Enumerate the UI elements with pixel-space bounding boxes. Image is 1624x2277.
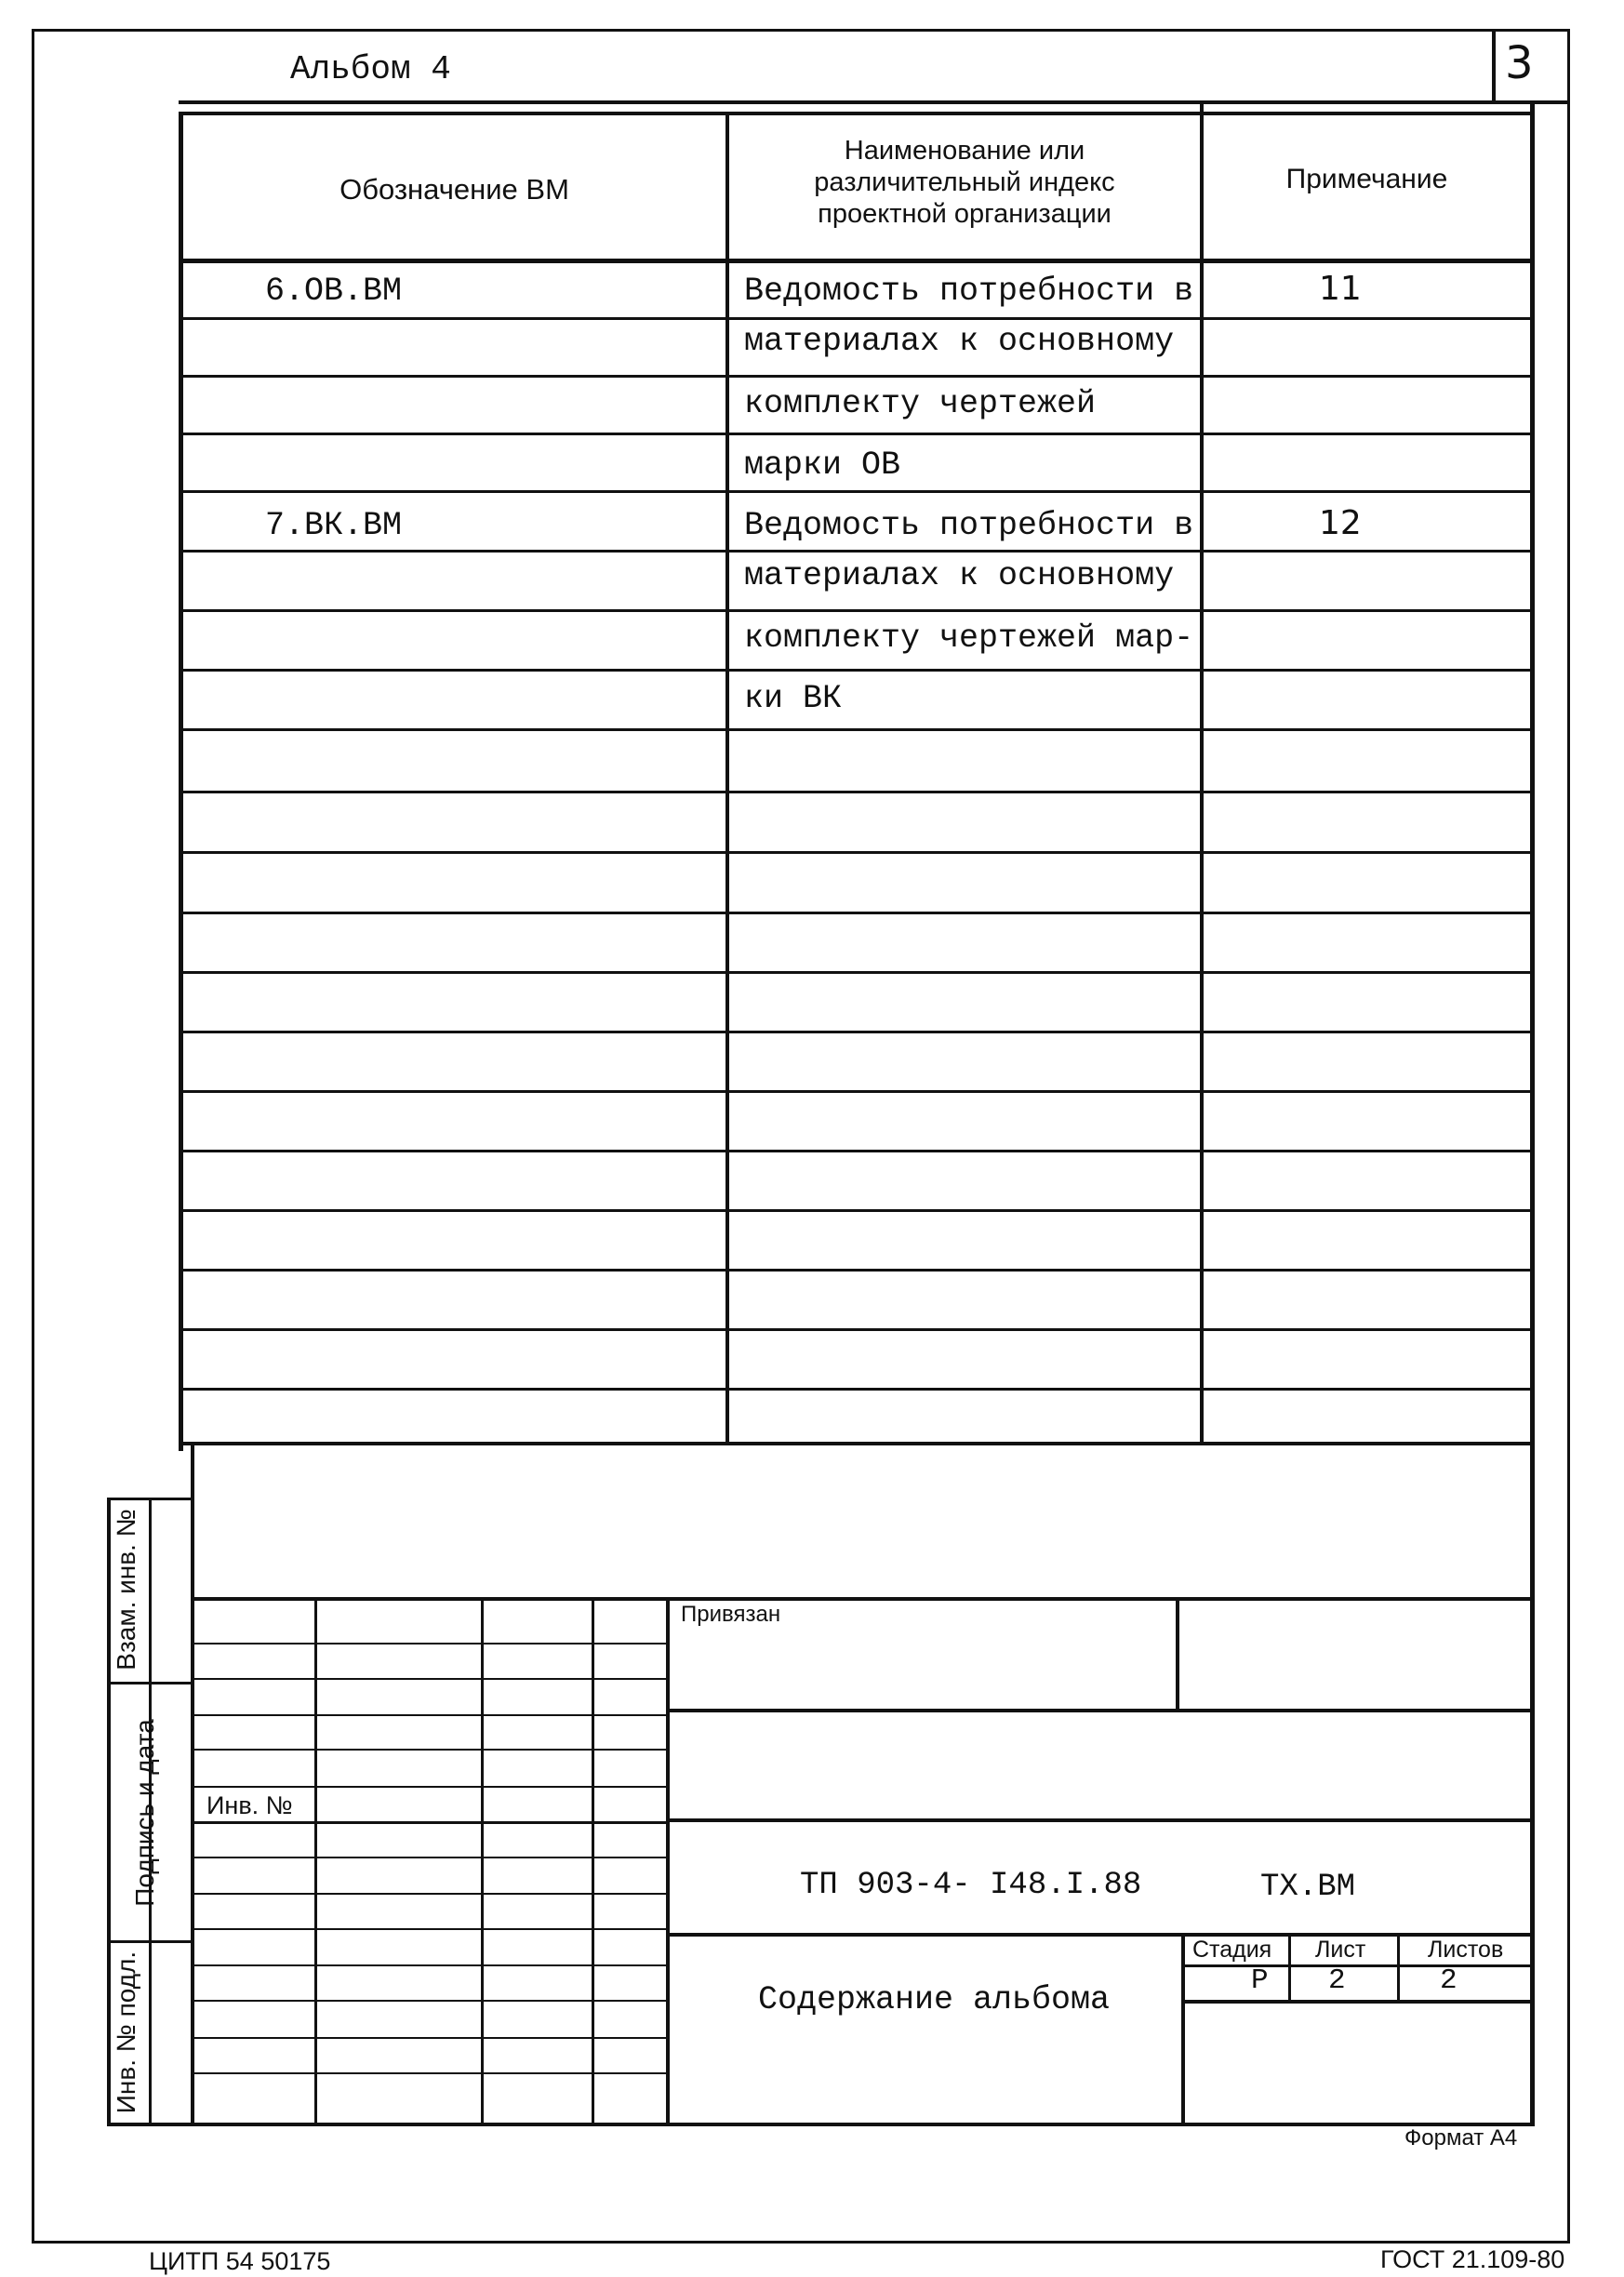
sig-row — [191, 1964, 668, 1966]
page-number: 3 — [1505, 37, 1534, 89]
sig-row — [191, 2000, 668, 2002]
sig-row — [191, 2072, 668, 2074]
header-name — [729, 135, 1200, 230]
sig-col-2 — [481, 1597, 484, 2124]
attached-box-bottom — [668, 1709, 1535, 1712]
outer-frame-right — [1567, 29, 1570, 2244]
sig-row — [191, 1857, 668, 1858]
sig-row — [191, 1786, 668, 1788]
header-strip-bottom — [179, 100, 1570, 104]
stage-col-sep-2 — [1397, 1935, 1400, 2003]
row-2-name: материалах к основному — [744, 323, 1175, 360]
sig-row — [191, 2037, 668, 2039]
row-line — [179, 550, 1533, 553]
row-6-name: материалах к основному — [744, 557, 1175, 594]
title-row-top — [668, 1933, 1535, 1937]
row-line — [179, 669, 1533, 672]
label-inv-original: Инв. № подл. — [112, 1951, 140, 2114]
album-title: Альбом 4 — [290, 50, 451, 88]
table-frame-top — [179, 112, 1533, 115]
row-1-note: 11 — [1319, 270, 1362, 308]
stage-label: Стадия — [1192, 1937, 1272, 1963]
row-5-name: Ведомость потребности в — [744, 507, 1194, 544]
sig-col-3 — [592, 1597, 594, 2124]
row-8-name: ки ВК — [744, 680, 843, 717]
stage-value: Р — [1251, 1964, 1269, 1997]
document-code: ТП 903-4- I48.I.88 — [800, 1868, 1142, 1903]
side-strip-left — [107, 1498, 111, 2126]
row-line — [179, 728, 1533, 731]
sheet-label: Лист — [1315, 1937, 1366, 1963]
document-title: Содержание альбома — [758, 1981, 1111, 2018]
label-signature-date: Подпись и дата — [130, 1719, 159, 1907]
row-line — [179, 1031, 1533, 1033]
page-number-box-left — [1492, 29, 1496, 104]
table-frame-left — [179, 112, 183, 1451]
blank-area-bottom — [191, 1597, 1533, 1601]
row-line — [179, 490, 1533, 493]
outer-frame-bottom — [32, 2241, 1570, 2244]
header-designation: Обозначение ВМ — [339, 173, 569, 206]
sig-row — [191, 1643, 668, 1644]
format-label: Формат А4 — [1404, 2125, 1518, 2150]
sig-row — [191, 1893, 668, 1895]
bottom-frame-line — [107, 2123, 1535, 2126]
row-line — [179, 912, 1533, 914]
row-line — [179, 1328, 1533, 1331]
row-line — [179, 1388, 1533, 1391]
row-1-designation: 6.ОВ.ВМ — [265, 273, 403, 310]
row-5-designation: 7.ВК.ВМ — [265, 507, 403, 544]
sig-row-heavy — [191, 1821, 668, 1824]
row-line — [179, 1090, 1533, 1093]
header-name-line-1: Наименование или — [844, 136, 1085, 166]
row-line — [179, 851, 1533, 854]
title-block-left-border — [666, 1597, 670, 2124]
row-7-name: комплекту чертежей мар- — [744, 619, 1194, 657]
stage-col-sep-1 — [1288, 1935, 1291, 2003]
footer-left: ЦИТП 54 50175 — [149, 2247, 331, 2275]
sig-col-1 — [314, 1597, 317, 2124]
row-line — [179, 971, 1533, 974]
attached-box-divider — [1176, 1597, 1179, 1711]
col-sep-2 — [1200, 104, 1204, 1442]
sig-row — [191, 1678, 668, 1680]
sig-row — [191, 1928, 668, 1930]
sig-row — [191, 1714, 668, 1716]
header-note: Примечание — [1285, 164, 1448, 194]
document-mark: ТХ.ВМ — [1260, 1870, 1356, 1905]
label-replacement-inv: Взам. инв. № — [112, 1509, 140, 1671]
outer-frame-left — [32, 29, 34, 2244]
row-line — [179, 1209, 1533, 1212]
attached-label: Привязан — [681, 1602, 781, 1627]
header-name-line-2: различительный индекс — [814, 167, 1115, 197]
row-3-name: комплекту чертежей — [744, 385, 1097, 422]
row-5-note: 12 — [1319, 504, 1362, 542]
row-1-name: Ведомость потребности в — [744, 273, 1194, 310]
row-4-name: марки ОВ — [744, 446, 901, 484]
inv-label: Инв. № — [203, 1791, 297, 1820]
code-row-top — [668, 1818, 1535, 1822]
row-line — [179, 1150, 1533, 1152]
stage-header-bottom — [1181, 1964, 1535, 1967]
header-bottom-line — [179, 259, 1533, 263]
row-line — [179, 433, 1533, 435]
row-line — [179, 375, 1533, 378]
sheets-label: Листов — [1428, 1937, 1504, 1963]
stage-values-bottom — [1181, 2000, 1535, 2004]
table-bottom-line — [179, 1442, 1533, 1445]
row-line — [179, 609, 1533, 612]
outer-frame-top — [32, 29, 1570, 32]
row-line — [179, 317, 1533, 320]
row-line — [179, 1269, 1533, 1272]
sig-row — [191, 1749, 668, 1751]
sheet-value: 2 — [1328, 1964, 1346, 1997]
stage-block-left — [1181, 1935, 1185, 2124]
col-sep-1 — [725, 112, 729, 1442]
header-name-line-3: проектной организации — [818, 199, 1112, 229]
row-line — [179, 791, 1533, 793]
sheets-value: 2 — [1440, 1964, 1458, 1997]
footer-right: ГОСТ 21.109-80 — [1380, 2245, 1565, 2273]
